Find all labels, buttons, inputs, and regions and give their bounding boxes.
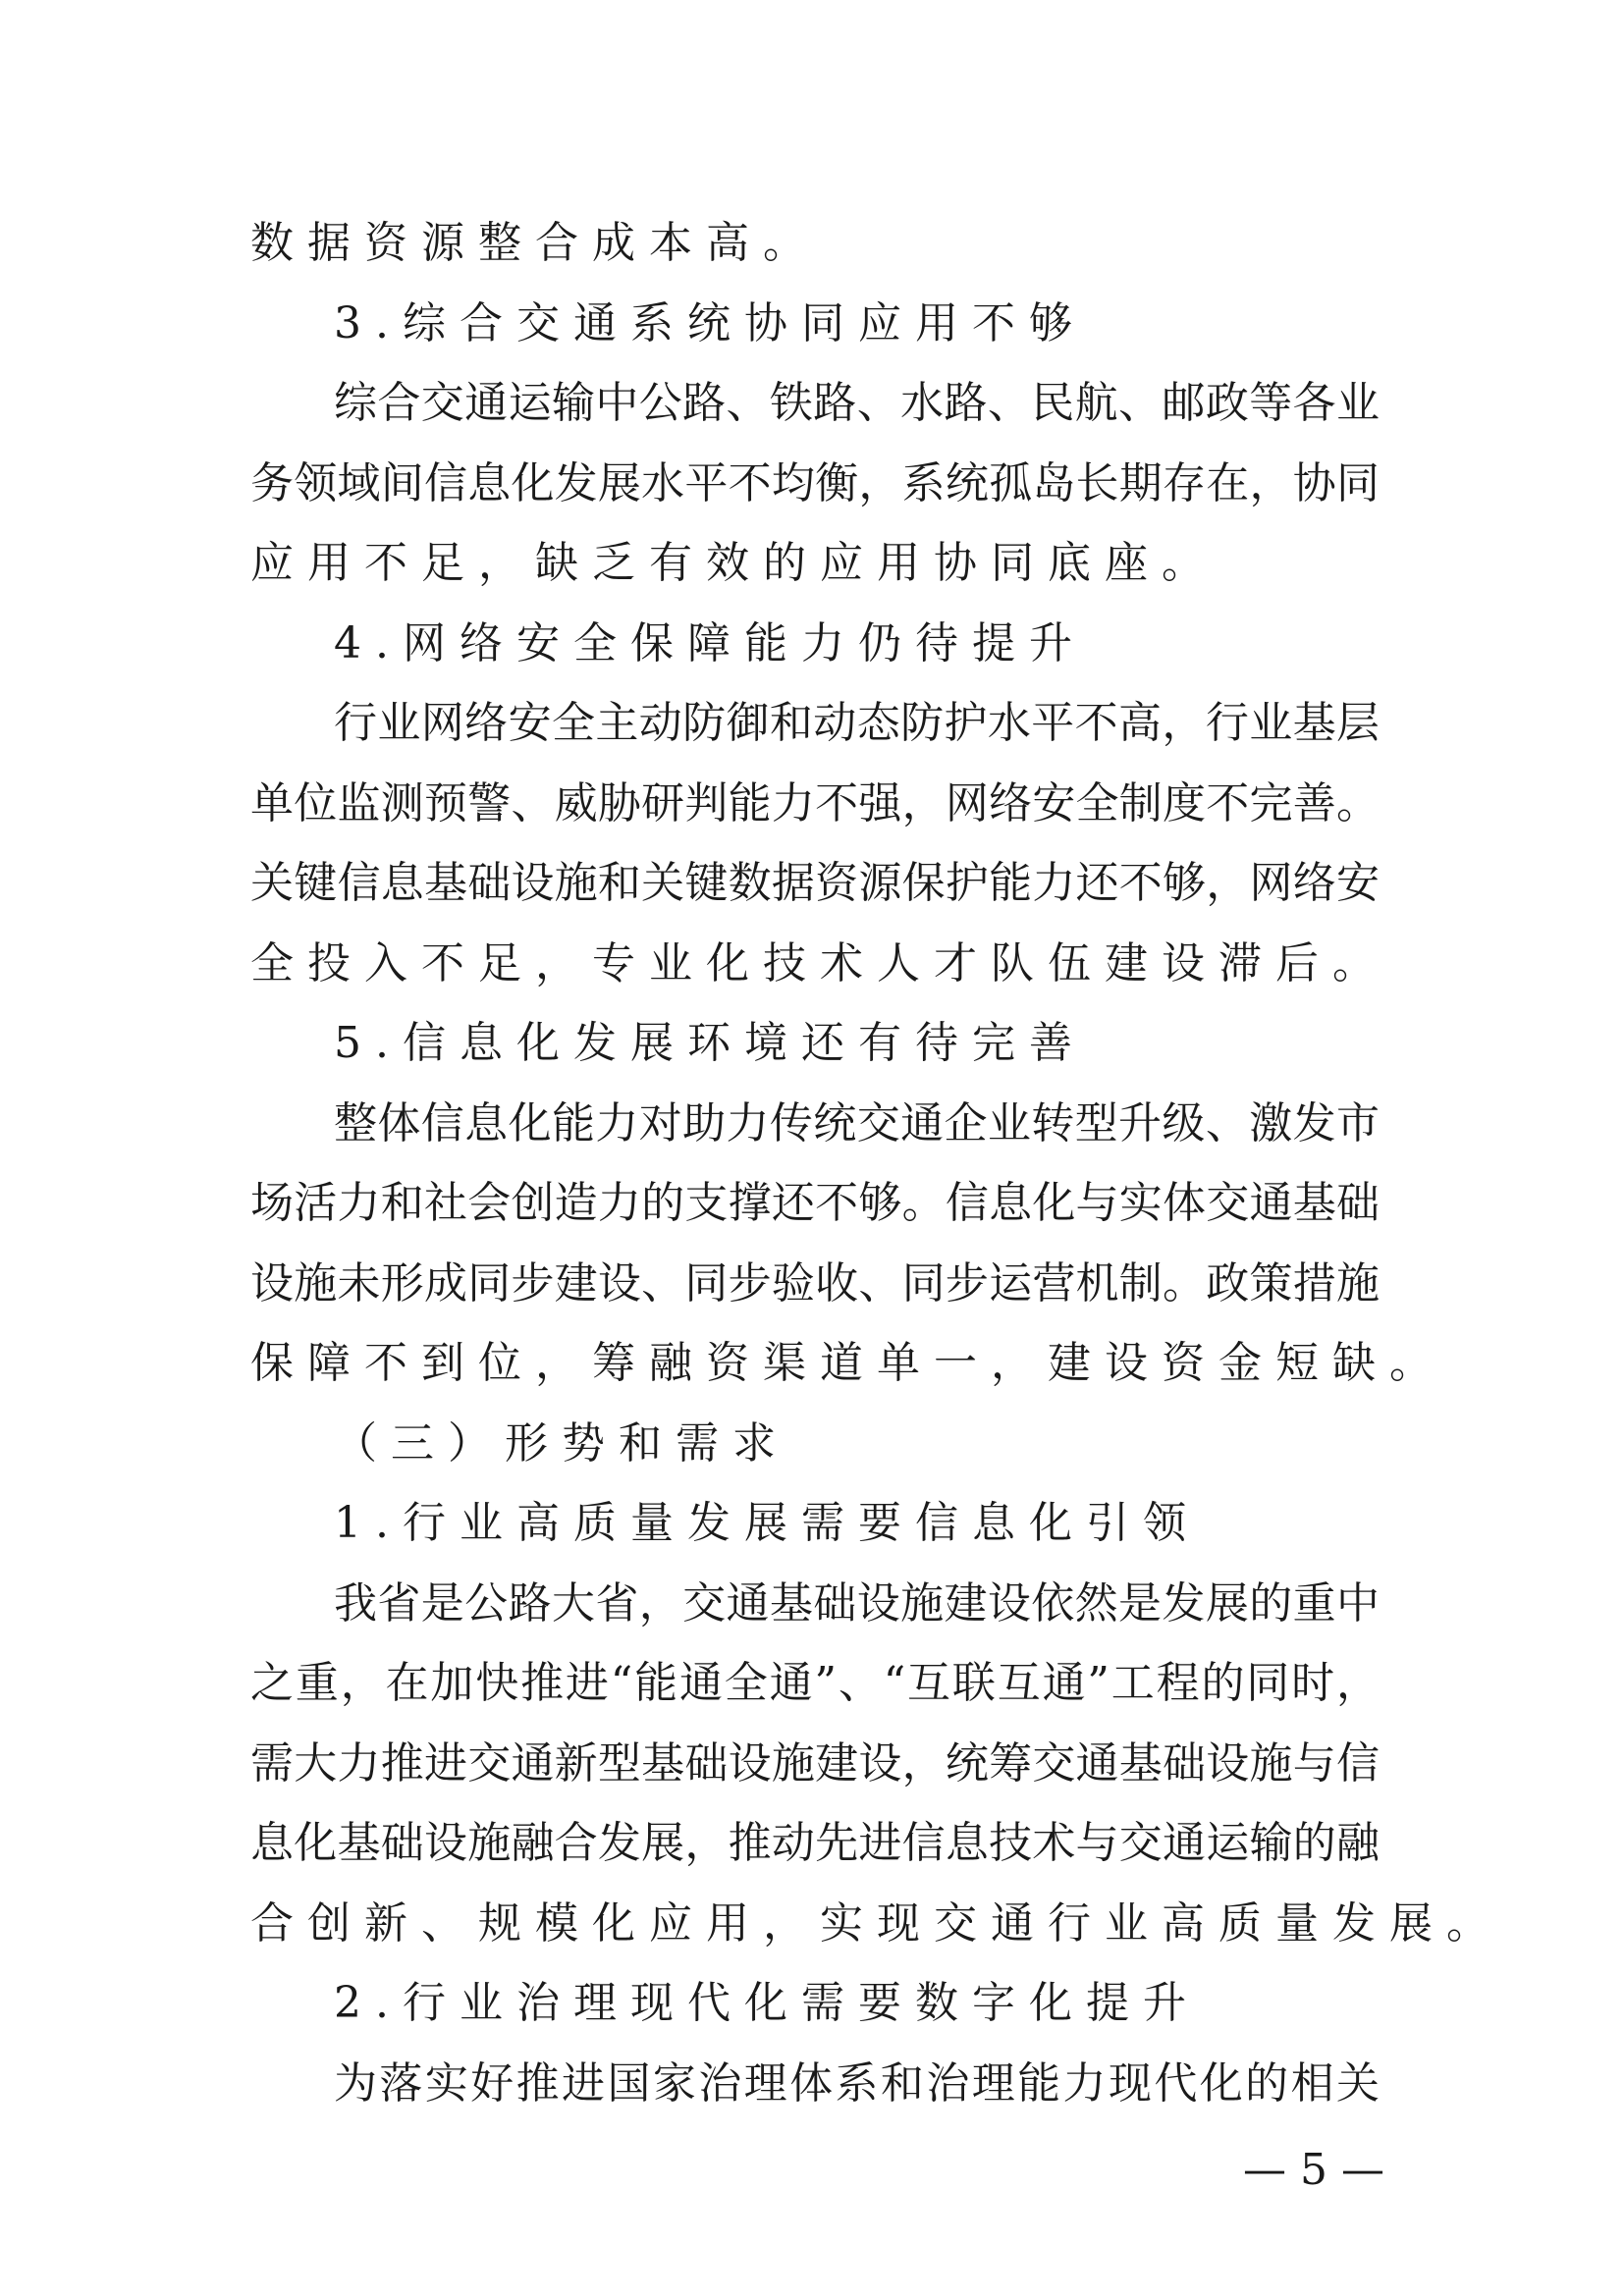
text-line: 我省是公路大省，交通基础设施建设依然是发展的重中 xyxy=(334,1577,1380,1629)
text-line: 单位监测预警、威胁研判能力不强，网络安全制度不完善。 xyxy=(250,777,1380,828)
text-line: 整体信息化能力对助力传统交通企业转型升级、激发市 xyxy=(334,1097,1380,1148)
text-line: 关键信息基础设施和关键数据资源保护能力还不够，网络安 xyxy=(250,858,1380,908)
text-line: 需大力推进交通新型基础设施建设，统筹交通基础设施与信 xyxy=(250,1737,1380,1789)
page-number: — 5 — xyxy=(1243,2145,1384,2195)
text-line: （三）形势和需求 xyxy=(334,1417,789,1468)
text-line: 数据资源整合成本高。 xyxy=(250,218,820,268)
text-line: 3.综合交通系统协同应用不够 xyxy=(334,297,1086,348)
text-line: 5.信息化发展环境还有待完善 xyxy=(334,1018,1086,1068)
text-line: 合创新、规模化应用，实现交通行业高质量发展。 xyxy=(250,1897,1503,1949)
text-line: 1.行业高质量发展需要信息化引领 xyxy=(334,1498,1200,1548)
text-line: 综合交通运输中公路、铁路、水路、民航、邮政等各业 xyxy=(334,378,1380,428)
text-line: 设施未形成同步建设、同步验收、同步运营机制。政策措施 xyxy=(250,1257,1380,1308)
text-line: 之重，在加快推进“能通全通”、“互联互通”工程的同时， xyxy=(250,1658,1380,1708)
text-line: 息化基础设施融合发展，推动先进信息技术与交通运输的融 xyxy=(250,1818,1380,1868)
text-line: 应用不足，缺乏有效的应用协同底座。 xyxy=(250,538,1218,588)
text-line: 4.网络安全保障能力仍待提升 xyxy=(334,617,1086,668)
text-line: 全投入不足，专业化技术人才队伍建设滞后。 xyxy=(250,937,1389,988)
text-line: 场活力和社会创造力的支撑还不够。信息化与实体交通基础 xyxy=(250,1178,1380,1228)
text-line: 行业网络安全主动防御和动态防护水平不高，行业基层 xyxy=(334,698,1380,748)
text-line: 2.行业治理现代化需要数字化提升 xyxy=(334,1978,1200,2028)
text-line: 保障不到位，筹融资渠道单一，建设资金短缺。 xyxy=(250,1338,1446,1388)
text-line: 务领域间信息化发展水平不均衡，系统孤岛长期存在，协同 xyxy=(250,457,1380,508)
text-line: 为落实好推进国家治理体系和治理能力现代化的相关 xyxy=(334,2057,1380,2109)
